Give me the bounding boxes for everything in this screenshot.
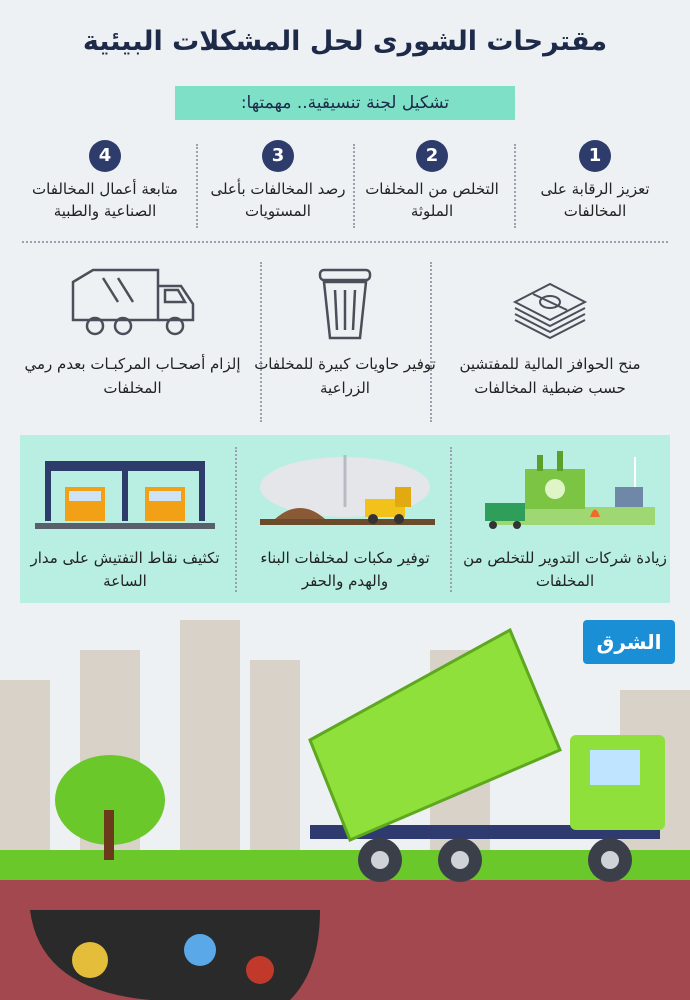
number-badge: 1: [579, 140, 611, 172]
task-label: تعزيز الرقابة على المخالفات: [540, 180, 650, 220]
trash-bin-icon: [300, 262, 390, 342]
task-label: متابعة أعمال المخالفات الصناعية والطبية: [32, 180, 178, 220]
task-item-1: [520, 140, 670, 230]
divider: [260, 262, 262, 422]
recycling-plant-icon: [465, 447, 665, 537]
divider: [514, 144, 516, 228]
measure-card-1: [445, 262, 655, 432]
subtitle-banner: تشكيل لجنة تنسيقية.. مهمتها:: [175, 86, 515, 120]
task-item-3: [203, 140, 353, 230]
panel-card-1: [460, 447, 670, 597]
measures-panel: [20, 435, 670, 603]
divider: [235, 447, 237, 592]
checkpoint-icon: [25, 447, 225, 537]
divider: [353, 144, 355, 228]
divider: [196, 144, 198, 228]
tasks-row: [20, 140, 670, 240]
divider: [450, 447, 452, 592]
task-label: التخلص من المخلفات الملوثة: [365, 180, 499, 220]
measure-label: توفير حاويات كبيرة للمخلفات الزراعية: [254, 355, 436, 397]
task-label: رصد المخالفات بأعلى المستويات: [210, 180, 346, 220]
measure-label: منح الحوافز المالية للمفتشين حسب ضبطية المخالفات: [459, 355, 641, 397]
panel-label: توفير مكبات لمخلفات البناء والهدم والحفر: [260, 549, 430, 590]
horizontal-divider: [22, 241, 668, 243]
dump-truck-illustration: [0, 610, 690, 1000]
panel-card-2: [240, 447, 450, 597]
construction-waste-icon: [245, 447, 445, 537]
panel-label: تكثيف نقاط التفتيش على مدار الساعة: [30, 549, 220, 590]
brand-logo: الشرق: [583, 620, 675, 664]
number-badge: 4: [89, 140, 121, 172]
page-title: مقترحات الشورى لحل المشكلات البيئية: [82, 26, 608, 57]
measure-card-2: [240, 262, 450, 432]
measure-card-3: [20, 262, 245, 432]
task-item-2: [357, 140, 507, 230]
number-badge: 2: [416, 140, 448, 172]
task-item-4: [20, 140, 190, 230]
panel-card-3: [20, 447, 230, 597]
measure-label: إلزام أصحـاب المركبـات بعدم رمي المخلفات: [24, 355, 241, 397]
money-stack-icon: [505, 262, 595, 342]
measures-row: [20, 262, 670, 432]
garbage-truck-icon: [63, 262, 203, 342]
number-badge: 3: [262, 140, 294, 172]
panel-label: زيادة شركات التدوير للتخلص من المخلفات: [463, 549, 667, 590]
